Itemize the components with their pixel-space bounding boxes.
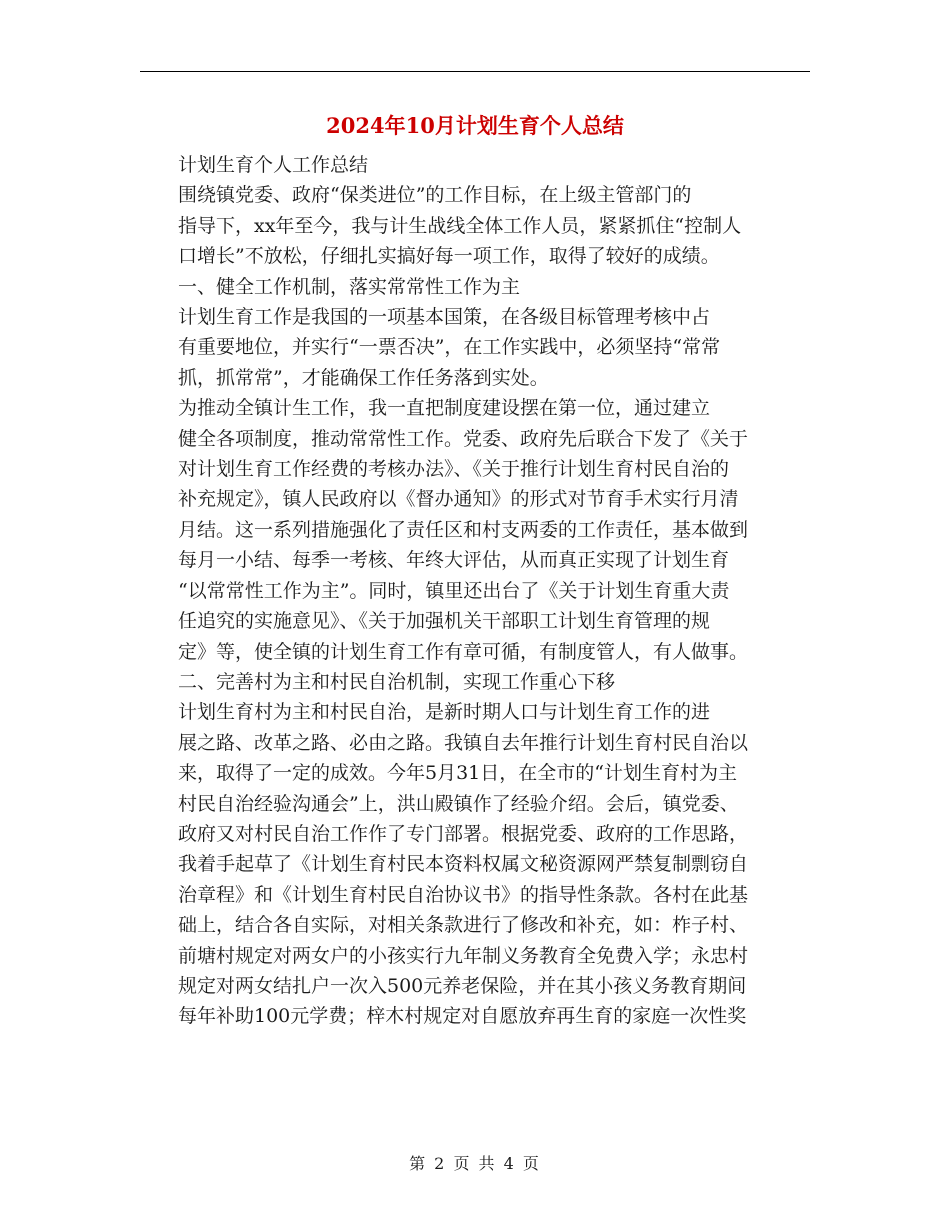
section-heading-2 — [140, 667, 800, 697]
text-line: 础上，结合各自实际，对相关条款进行了修改和补充，如：柞子村、 — [178, 914, 749, 937]
paragraph-intro — [140, 180, 800, 271]
text-line: “以常常性工作为主”。同时，镇里还出台了《关于计划生育重大责 — [178, 579, 730, 602]
text-line: 围绕镇党委、政府“保类进位”的工作目标，在上级主管部门的 — [178, 184, 692, 207]
text-line: 展之路、改革之路、必由之路。我镇自去年推行计划生育村民自治以 — [178, 731, 749, 754]
text-line: 补充规定》，镇人民政府以《督办通知》的形式对节育手术实行月清 — [178, 488, 739, 511]
text-line: 每月一小结、每季一考核、年终大评估，从而真正实现了计划生育 — [178, 549, 730, 572]
text-line: 计划生育村为主和村民自治，是新时期人口与计划生育工作的进 — [178, 701, 711, 724]
text-line: 口增长”不放松，仔细扎实搞好每一项工作，取得了较好的成绩。 — [178, 245, 720, 268]
document-body — [140, 150, 800, 1032]
text-line: 对计划生育工作经费的考核办法》、《关于推行计划生育村民自治的 — [178, 458, 730, 481]
text-line: 治章程》和《计划生育村民自治协议书》的指导性条款。各村在此基 — [178, 883, 749, 906]
text-line: 月结。这一系列措施强化了责任区和村支两委的工作责任，基本做到 — [178, 518, 749, 541]
text-line: 前塘村规定对两女户的小孩实行九年制义务教育全免费入学；永忠村 — [178, 944, 749, 967]
text-line: 抓，抓常常”，才能确保工作任务落到实处。 — [178, 366, 549, 389]
text-line: 政府又对村民自治工作作了专门部署。根据党委、政府的工作思路， — [178, 822, 749, 845]
text-line: 定》等，使全镇的计划生育工作有章可循，有制度管人，有人做事。 — [178, 640, 749, 663]
page-number: 第 2 页 共 4 页 — [409, 1154, 541, 1173]
document-title: 2024年10月计划生育个人总结 — [326, 113, 624, 138]
section-heading-1 — [140, 272, 800, 302]
text-line: 规定对两女结扎户一次入500元养老保险，并在其小孩义务教育期间 — [178, 974, 747, 997]
text-line: 一、健全工作机制，落实常常性工作为主 — [178, 275, 521, 298]
text-line: 任追究的实施意见》、《关于加强机关干部职工计划生育管理的规 — [178, 610, 711, 633]
paragraph-subtitle — [140, 150, 800, 180]
header-rule — [140, 71, 810, 72]
text-line: 我着手起草了《计划生育村民本资料权属文秘资源网严禁复制剽窃自 — [178, 853, 749, 876]
text-line: 有重要地位，并实行“一票否决”，在工作实践中，必须坚持“常常 — [178, 336, 721, 359]
text-line: 为推动全镇计生工作，我一直把制度建设摆在第一位，通过建立 — [178, 397, 711, 420]
paragraph-village-autonomy — [140, 697, 800, 1031]
text-line: 计划生育工作是我国的一项基本国策，在各级目标管理考核中占 — [178, 306, 711, 329]
text-line: 村民自治经验沟通会”上，洪山殿镇作了经验介绍。会后，镇党委、 — [178, 792, 739, 815]
text-line: 计划生育个人工作总结 — [178, 154, 369, 176]
text-line: 指导下，xx年至今，我与计生战线全体工作人员，紧紧抓住“控制人 — [178, 214, 742, 237]
paragraph-policy — [140, 302, 800, 393]
text-line: 健全各项制度，推动常常性工作。党委、政府先后联合下发了《关于 — [178, 427, 749, 450]
text-line: 来，取得了一定的成效。今年5月31日，在全市的“计划生育村为主 — [178, 762, 737, 785]
text-line: 每年补助100元学费；梓木村规定对自愿放弃再生育的家庭一次性奖 — [178, 1005, 747, 1028]
paragraph-institution — [140, 393, 800, 667]
text-line: 二、完善村为主和村民自治机制，实现工作重心下移 — [178, 670, 616, 693]
